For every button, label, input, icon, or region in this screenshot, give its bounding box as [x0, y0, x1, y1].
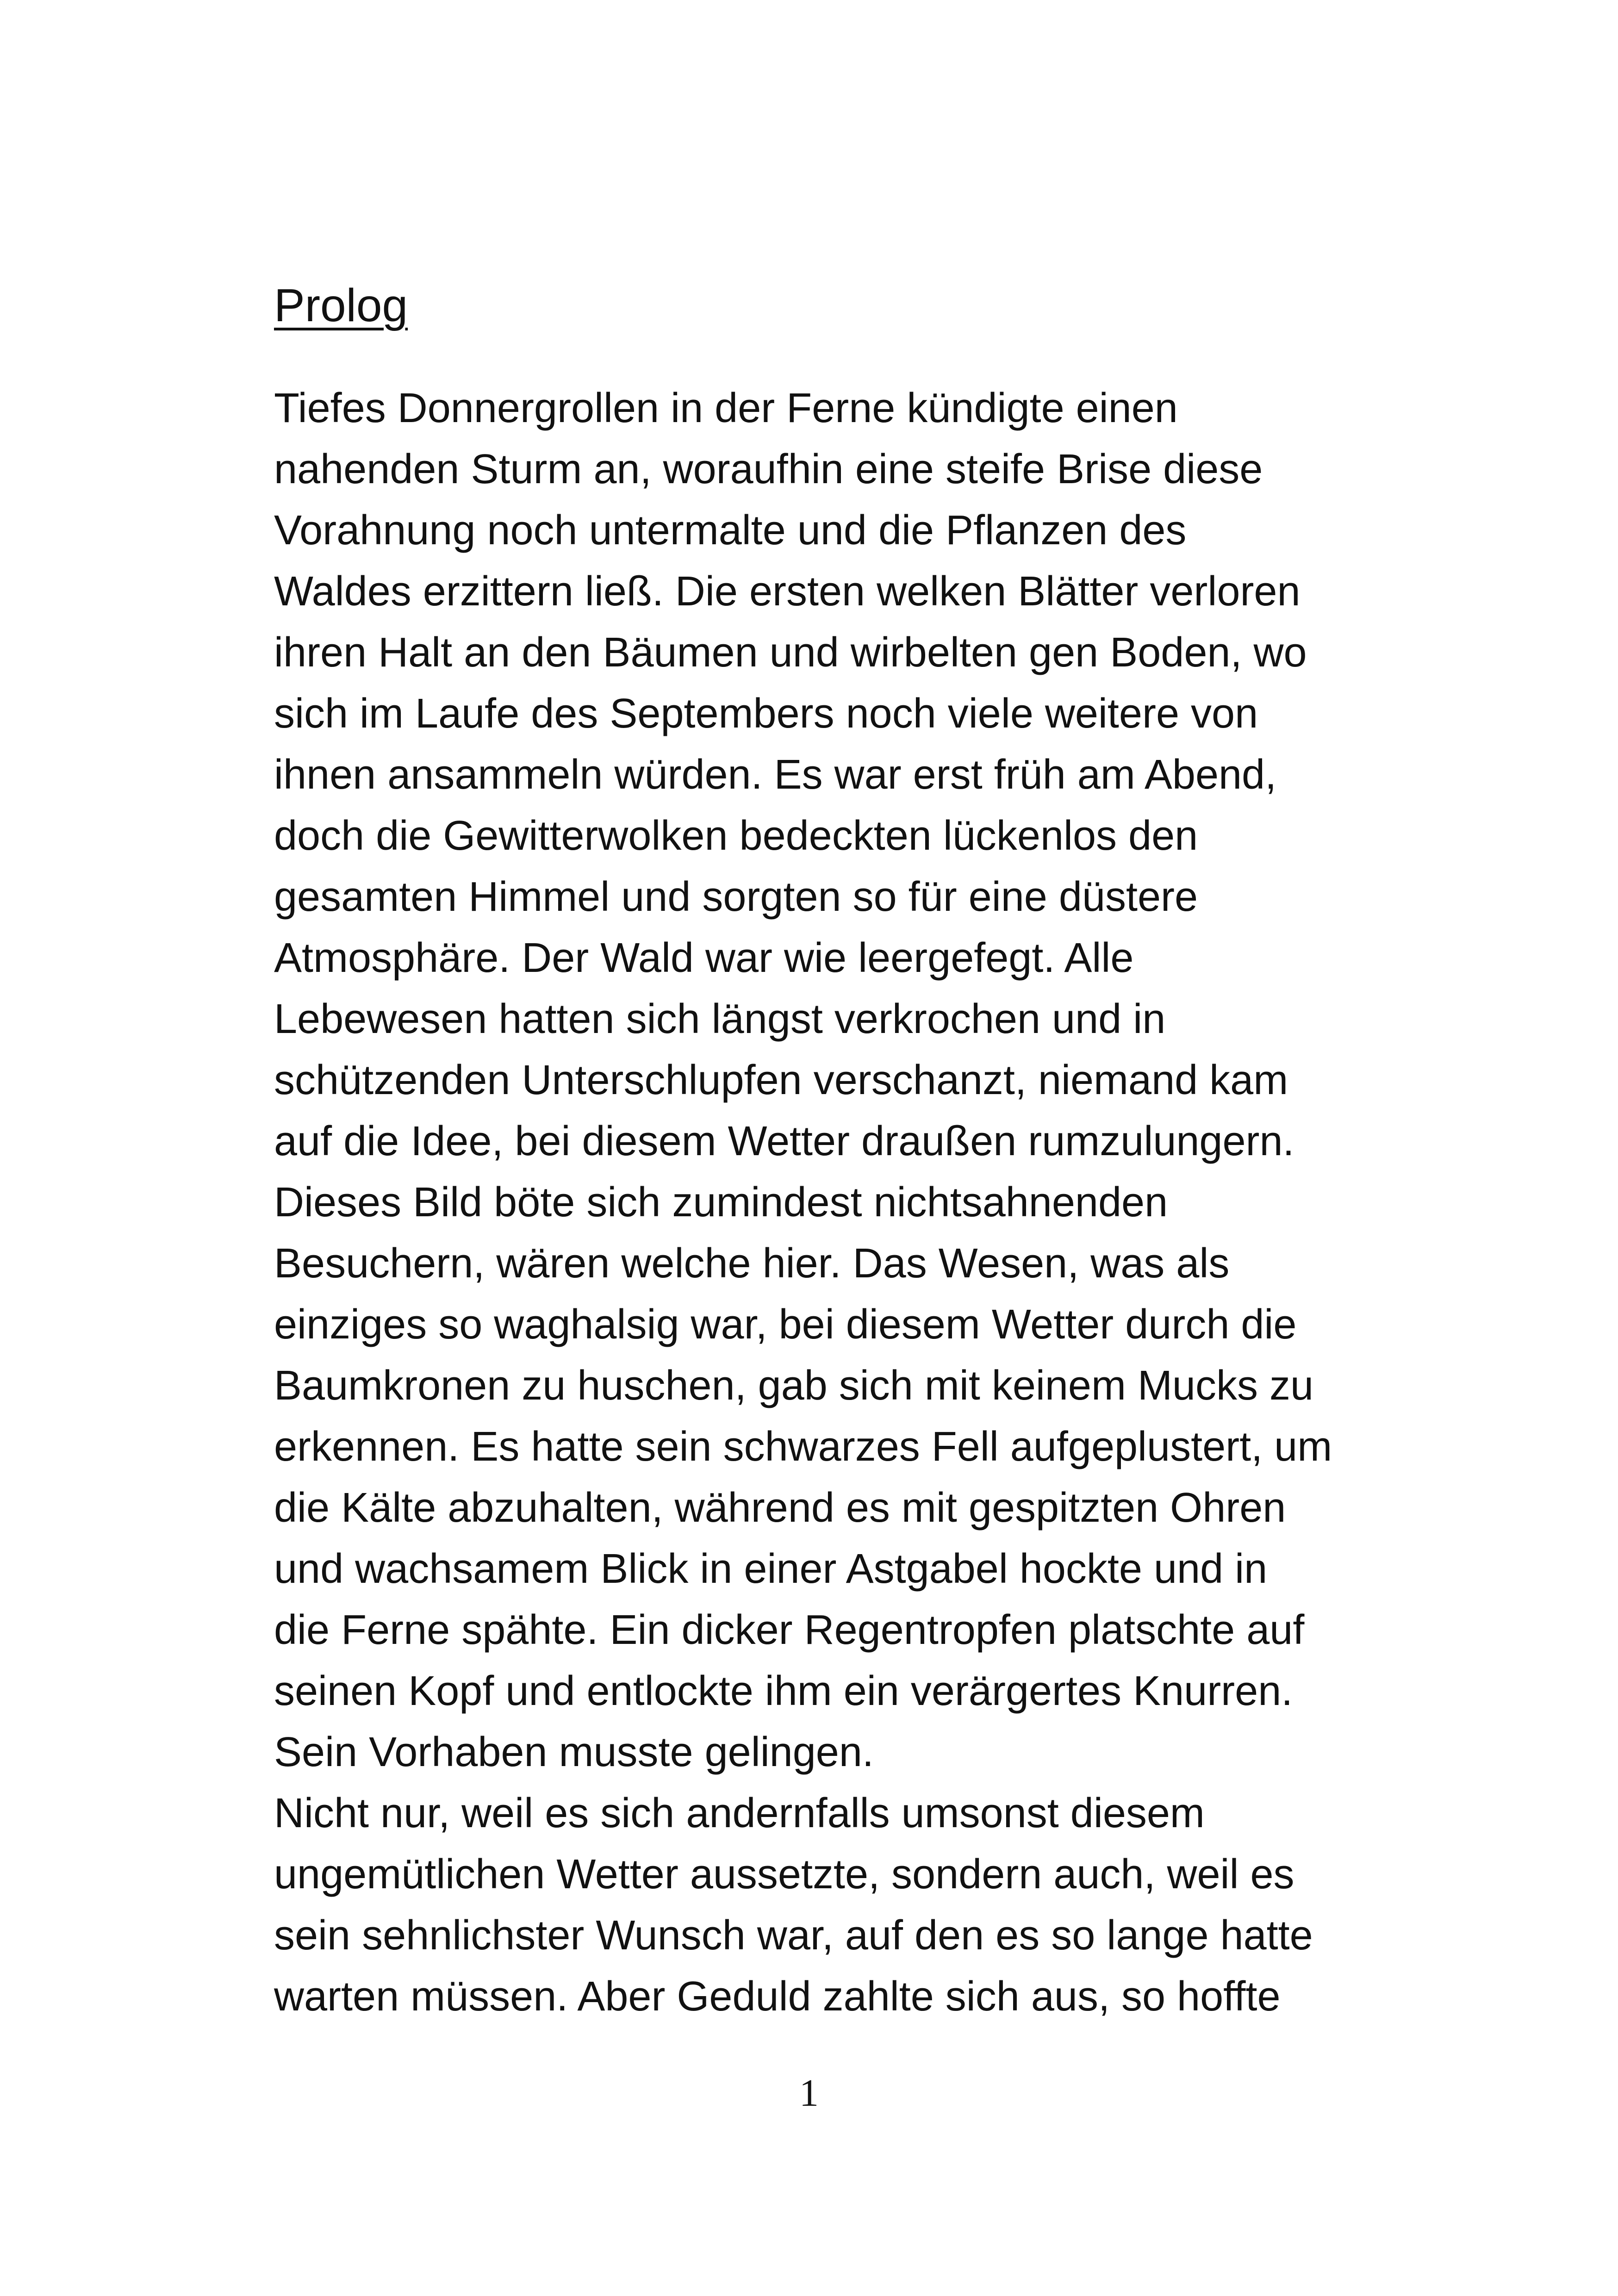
- chapter-heading: Prolog: [274, 280, 408, 331]
- text-line: Atmosphäre. Der Wald war wie leergefegt. Alle: [274, 935, 1134, 981]
- text-line: Tiefes Donnergrollen in der Ferne kündigte einen: [274, 385, 1178, 431]
- text-line: Vorahnung noch untermalte und die Pflanzen des: [274, 507, 1187, 554]
- text-line: schützenden Unterschlupfen verschanzt, niemand kam: [274, 1057, 1288, 1103]
- text-line: Dieses Bild böte sich zumindest nichtsahnenden: [274, 1179, 1168, 1226]
- text-line: Sein Vorhaben musste gelingen.: [274, 1729, 874, 1775]
- text-line: warten müssen. Aber Geduld zahlte sich aus, so hoffte: [274, 1973, 1281, 2020]
- text-line: die Kälte abzuhalten, während es mit gespitzten Ohren: [274, 1485, 1286, 1531]
- text-line: sich im Laufe des Septembers noch viele weitere von: [274, 691, 1258, 737]
- text-line: gesamten Himmel und sorgten so für eine düstere: [274, 874, 1198, 920]
- text-line: seinen Kopf und entlockte ihm ein verärgertes Knurren.: [274, 1668, 1293, 1714]
- text-line: Besuchern, wären welche hier. Das Wesen, was als: [274, 1240, 1230, 1287]
- text-line: Nicht nur, weil es sich andernfalls umsonst diesem: [274, 1790, 1205, 1836]
- body-text: [274, 378, 1385, 2027]
- text-line: ungemütlichen Wetter aussetzte, sondern auch, weil es: [274, 1851, 1294, 1898]
- text-line: nahenden Sturm an, woraufhin eine steife Brise diese: [274, 446, 1263, 492]
- text-line: ihnen ansammeln würden. Es war erst früh am Abend,: [274, 752, 1277, 798]
- page-number: 1: [799, 2072, 819, 2115]
- text-line: und wachsamem Blick in einer Astgabel hockte und in: [274, 1546, 1268, 1592]
- text-line: erkennen. Es hatte sein schwarzes Fell aufgeplustert, um: [274, 1424, 1332, 1470]
- text-line: Waldes erzittern ließ. Die ersten welken Blätter verloren: [274, 568, 1301, 615]
- text-line: die Ferne spähte. Ein dicker Regentropfen platschte auf: [274, 1607, 1305, 1653]
- text-line: Baumkronen zu huschen, gab sich mit keinem Mucks zu: [274, 1363, 1314, 1409]
- text-line: ihren Halt an den Bäumen und wirbelten gen Boden, wo: [274, 629, 1307, 676]
- text-line: einziges so waghalsig war, bei diesem Wetter durch die: [274, 1301, 1297, 1348]
- text-line: auf die Idee, bei diesem Wetter draußen rumzulungern.: [274, 1118, 1294, 1164]
- text-line: sein sehnlichster Wunsch war, auf den es so lange hatte: [274, 1912, 1313, 1959]
- text-line: doch die Gewitterwolken bedeckten lückenlos den: [274, 813, 1198, 859]
- text-line: Lebewesen hatten sich längst verkrochen und in: [274, 996, 1166, 1042]
